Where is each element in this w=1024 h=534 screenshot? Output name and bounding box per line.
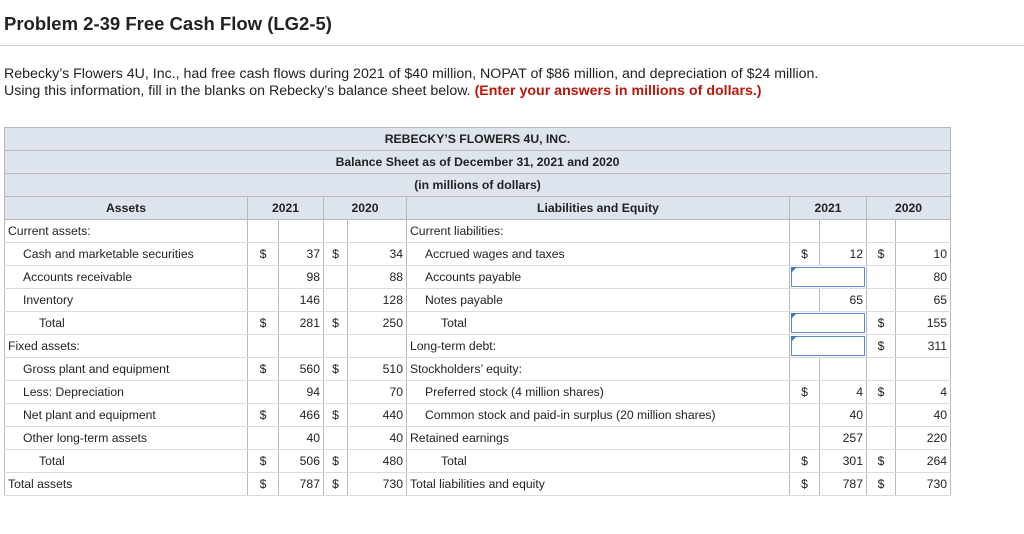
assets-header: Assets — [5, 197, 248, 220]
liability-2020-value: 80 — [896, 266, 951, 289]
dollar-sign — [867, 427, 896, 450]
dollar-sign: $ — [248, 243, 279, 266]
table-row — [5, 335, 951, 358]
liability-label: Accrued wages and taxes — [407, 243, 790, 266]
dollar-sign — [248, 266, 279, 289]
liability-2020-value: 220 — [896, 427, 951, 450]
statement-line-2: Using this information, fill in the blanks on Rebecky’s balance sheet below. — [4, 83, 471, 99]
problem-title: Problem 2-39 Free Cash Flow (LG2-5) — [4, 13, 332, 34]
company-name: REBECKY’S FLOWERS 4U, INC. — [5, 128, 951, 151]
dollar-sign: $ — [790, 450, 820, 473]
asset-2021-value: 94 — [279, 381, 324, 404]
liability-2020-value: 155 — [896, 312, 951, 335]
assets-year-2021-header: 2021 — [248, 197, 324, 220]
asset-2021-value: 466 — [279, 404, 324, 427]
asset-2021-value: 281 — [279, 312, 324, 335]
dollar-sign: $ — [790, 473, 820, 496]
dollar-sign: $ — [248, 473, 279, 496]
liabilities-header: Liabilities and Equity — [407, 197, 790, 220]
asset-2020-value — [348, 335, 407, 358]
asset-label: Fixed assets: — [5, 335, 248, 358]
input-marker-icon — [791, 267, 797, 273]
asset-2020-value: 88 — [348, 266, 407, 289]
dollar-sign: $ — [867, 335, 896, 358]
asset-2020-value: 480 — [348, 450, 407, 473]
liability-label: Long-term debt: — [407, 335, 790, 358]
dollar-sign — [790, 289, 820, 312]
asset-2021-value — [279, 220, 324, 243]
dollar-sign — [248, 220, 279, 243]
asset-2020-value: 510 — [348, 358, 407, 381]
answer-input-cell — [790, 266, 867, 289]
dollar-sign: $ — [324, 473, 348, 496]
assets-year-2020-header: 2020 — [324, 197, 407, 220]
liability-label: Common stock and paid-in surplus (20 million shares) — [407, 404, 790, 427]
asset-2020-value: 40 — [348, 427, 407, 450]
dollar-sign: $ — [248, 312, 279, 335]
table-row — [5, 450, 951, 473]
liability-2021-value: 301 — [820, 450, 867, 473]
input-marker-icon — [791, 313, 797, 319]
table-row — [5, 404, 951, 427]
asset-2021-value: 37 — [279, 243, 324, 266]
dollar-sign — [867, 404, 896, 427]
asset-2020-value: 440 — [348, 404, 407, 427]
liability-2020-value: 730 — [896, 473, 951, 496]
dollar-sign — [248, 335, 279, 358]
liability-label: Total liabilities and equity — [407, 473, 790, 496]
liability-2020-value: 4 — [896, 381, 951, 404]
sheet-subtitle: Balance Sheet as of December 31, 2021 and 2020 — [5, 151, 951, 174]
asset-2021-value: 146 — [279, 289, 324, 312]
dollar-sign — [867, 358, 896, 381]
asset-label: Total assets — [5, 473, 248, 496]
liability-2020-value — [896, 220, 951, 243]
input-marker-icon — [791, 336, 797, 342]
statement-line-1: Rebecky’s Flowers 4U, Inc., had free cash flows during 2021 of $40 million, NOPAT of $86 million, and depreciation of $24 million. — [4, 66, 819, 82]
table-row — [5, 427, 951, 450]
liability-label: Current liabilities: — [407, 220, 790, 243]
dollar-sign — [790, 427, 820, 450]
liab-year-2020-header: 2020 — [867, 197, 951, 220]
liability-2020-value: 65 — [896, 289, 951, 312]
answer-input[interactable] — [791, 267, 865, 287]
dollar-sign: $ — [248, 450, 279, 473]
title-divider — [0, 45, 1024, 46]
units-row — [5, 174, 951, 197]
dollar-sign: $ — [790, 243, 820, 266]
dollar-sign — [324, 266, 348, 289]
liability-2020-value — [896, 358, 951, 381]
table-row — [5, 358, 951, 381]
dollar-sign — [790, 404, 820, 427]
table-row — [5, 381, 951, 404]
asset-label: Total — [5, 450, 248, 473]
dollar-sign — [867, 266, 896, 289]
dollar-sign: $ — [324, 358, 348, 381]
asset-2021-value: 98 — [279, 266, 324, 289]
asset-2021-value: 787 — [279, 473, 324, 496]
answer-input-cell — [790, 312, 867, 335]
dollar-sign: $ — [248, 404, 279, 427]
balance-sheet-table — [4, 127, 951, 496]
dollar-sign: $ — [248, 358, 279, 381]
liability-2021-value: 257 — [820, 427, 867, 450]
asset-2021-value: 506 — [279, 450, 324, 473]
dollar-sign: $ — [324, 312, 348, 335]
dollar-sign — [790, 358, 820, 381]
answer-input[interactable] — [791, 336, 865, 356]
liability-label: Retained earnings — [407, 427, 790, 450]
asset-2020-value: 128 — [348, 289, 407, 312]
dollar-sign — [790, 220, 820, 243]
answer-input[interactable] — [791, 313, 865, 333]
table-row — [5, 473, 951, 496]
asset-label: Cash and marketable securities — [5, 243, 248, 266]
dollar-sign: $ — [867, 312, 896, 335]
liability-2021-value: 787 — [820, 473, 867, 496]
asset-2021-value: 40 — [279, 427, 324, 450]
liability-2021-value — [820, 220, 867, 243]
liability-2020-value: 40 — [896, 404, 951, 427]
liability-2021-value — [820, 358, 867, 381]
asset-label: Net plant and equipment — [5, 404, 248, 427]
asset-2020-value: 730 — [348, 473, 407, 496]
dollar-sign — [324, 220, 348, 243]
asset-2021-value: 560 — [279, 358, 324, 381]
dollar-sign — [248, 381, 279, 404]
dollar-sign — [867, 220, 896, 243]
dollar-sign: $ — [790, 381, 820, 404]
liability-label: Total — [407, 312, 790, 335]
dollar-sign — [324, 289, 348, 312]
problem-statement — [4, 66, 1014, 100]
asset-label: Other long-term assets — [5, 427, 248, 450]
table-row — [5, 266, 951, 289]
table-row — [5, 220, 951, 243]
asset-2020-value: 250 — [348, 312, 407, 335]
asset-label: Current assets: — [5, 220, 248, 243]
liability-2021-value: 4 — [820, 381, 867, 404]
asset-2020-value — [348, 220, 407, 243]
answer-instruction: (Enter your answers in millions of dollars.) — [474, 83, 762, 99]
liability-label: Notes payable — [407, 289, 790, 312]
liab-year-2021-header: 2021 — [790, 197, 867, 220]
table-row — [5, 312, 951, 335]
dollar-sign — [248, 289, 279, 312]
liability-2020-value: 311 — [896, 335, 951, 358]
table-row — [5, 243, 951, 266]
liability-2021-value: 40 — [820, 404, 867, 427]
asset-label: Inventory — [5, 289, 248, 312]
asset-label: Total — [5, 312, 248, 335]
liability-label: Total — [407, 450, 790, 473]
dollar-sign: $ — [867, 450, 896, 473]
table-row — [5, 289, 951, 312]
units-label: (in millions of dollars) — [5, 174, 951, 197]
dollar-sign — [324, 427, 348, 450]
liability-2020-value: 10 — [896, 243, 951, 266]
dollar-sign: $ — [324, 243, 348, 266]
liability-2020-value: 264 — [896, 450, 951, 473]
column-header-row — [5, 197, 951, 220]
asset-2020-value: 70 — [348, 381, 407, 404]
liability-label: Preferred stock (4 million shares) — [407, 381, 790, 404]
dollar-sign: $ — [867, 473, 896, 496]
company-name-row — [5, 128, 951, 151]
liability-label: Stockholders’ equity: — [407, 358, 790, 381]
liability-label: Accounts payable — [407, 266, 790, 289]
dollar-sign: $ — [867, 243, 896, 266]
sheet-subtitle-row — [5, 151, 951, 174]
dollar-sign: $ — [867, 381, 896, 404]
dollar-sign — [867, 289, 896, 312]
dollar-sign — [324, 335, 348, 358]
asset-2021-value — [279, 335, 324, 358]
asset-label: Less: Depreciation — [5, 381, 248, 404]
dollar-sign: $ — [324, 450, 348, 473]
dollar-sign — [248, 427, 279, 450]
asset-label: Accounts receivable — [5, 266, 248, 289]
dollar-sign: $ — [324, 404, 348, 427]
asset-2020-value: 34 — [348, 243, 407, 266]
liability-2021-value: 12 — [820, 243, 867, 266]
dollar-sign — [324, 381, 348, 404]
answer-input-cell — [790, 335, 867, 358]
liability-2021-value: 65 — [820, 289, 867, 312]
asset-label: Gross plant and equipment — [5, 358, 248, 381]
